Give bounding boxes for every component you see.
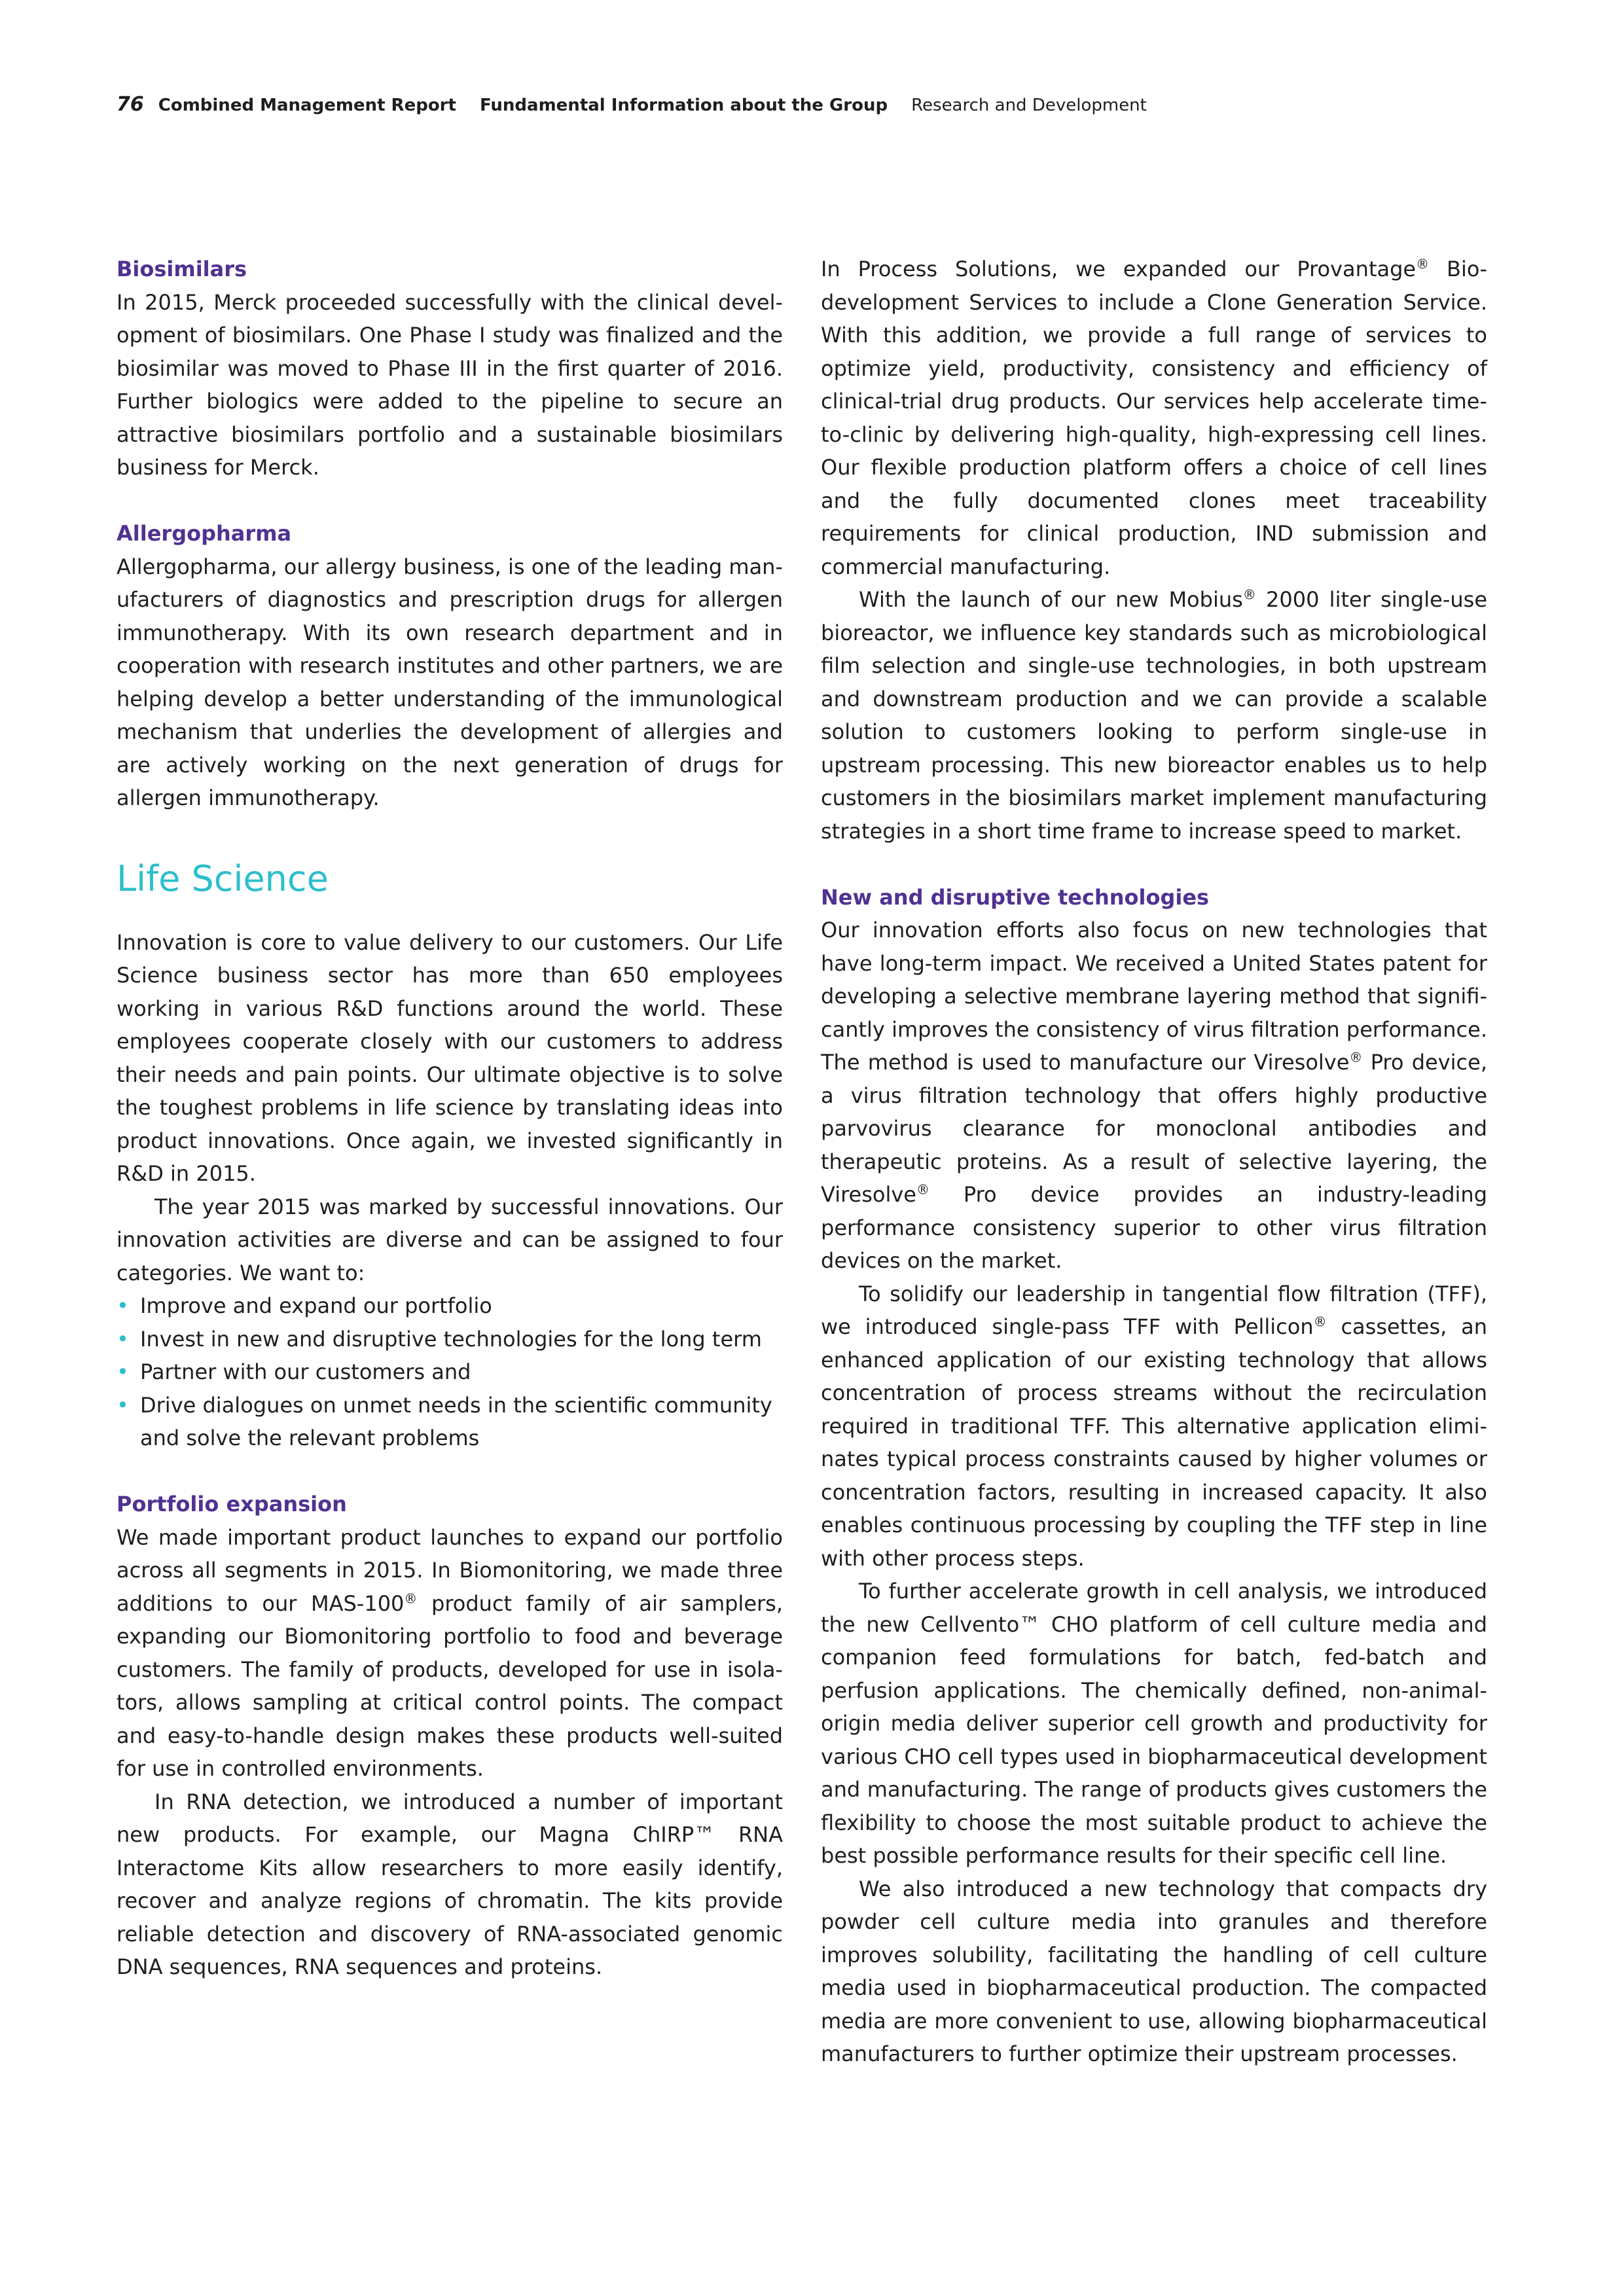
list-item: • Partner with our customers and [117,1355,783,1389]
list-item: • Drive dialogues on unmet needs in the scientific community and solve the relevant problems [117,1389,783,1455]
new-tech-paragraph-1: Our innovation efforts also focus on new technologies that have long-term impact. We received a United States patent for developing a selective membrane layering method that significantly improves the consistency of virus filtration performance. The method is used to manufacture our Viresolve® Pro device, a virus filtration technology that offers highly productive parvovirus clearance for monoclonal antibodies and therapeutic proteins. As a result of selective layering, the Viresolve® Pro device provides an industry-leading performance consistency superior to other virus filtration devices on the market. [821,918,1488,1273]
new-tech-paragraph-2: To solidify our leadership in tangential flow filtration (TFF), we introduced single-pass TFF with Pellicon® cassettes, an enhanced application of our existing technology that allows concentration of process streams without the recirculation required in traditional TFF. This alternative application eliminates typical process constraints caused by higher volumes or concentration factors, resulting in increased capacity. It also enables continuous processing by coupling the TFF step in line with other process steps. [821,1281,1487,1571]
bullet-icon: • [117,1326,129,1352]
header-topic: Research and Development [911,96,1147,115]
bullet-icon: • [117,1359,129,1384]
allergopharma-paragraph: Allergopharma, our allergy business, is one of the leading manufacturers of diagnostics and prescription drugs for allergen immunotherapy. With its own research department and in cooperation with research institutes and other partners, we are helping develop a better understanding of the immunological mechanism that underlies the development of allergies and are actively working on the next generation of drugs for allergen immunotherapy. [117,554,783,810]
process-solutions-paragraph: In Process Solutions, we expanded our Provantage® Biodevelopment Services to include a Clone Generation Service. With this addition, we provide a full range of services to optimize yield, productivity, consistency and efficiency of clinical-trial drug products. Our services help accelerate time-to-clinic by delivering high-quality, high-expressing cell lines. Our flexible production platform offers a choice of cell lines and the fully documented clones meet traceability requirements for clinical production, IND submission and commercial manufacturing. [821,256,1488,579]
portfolio-paragraph-1: We made important product launches to expand our portfolio across all segments in 2015. In Biomonitoring, we made three additions to our MAS-100® product family of air samplers, expanding our Biomonitoring portfolio to food and beverage customers. The family of products, developed for use in isolators, allows sampling at critical control points. The compact and easy-to-handle design makes these products well-suited for use in controlled environments. [117,1524,784,1781]
right-column [821,253,1487,2071]
running-header [117,93,1147,117]
life-science-title: Life Science [117,857,329,899]
biosimilars-paragraph: In 2015, Merck proceeded successfully with the clinical development of biosimilars. One Phase I study was finalized and the biosimilar was moved to Phase III in the first quarter of 2016. Further biologics were added to the pipeline to secure an attractive biosimilars portfolio and a sustainable biosimilars business for Merck. [117,289,783,480]
mobius-paragraph: With the launch of our new Mobius® 2000 liter single-use bioreactor, we influence key standards such as microbiological film selection and single-use technologies, in both upstream and downstream production and we can provide a scalable solution to customers looking to perform single-use in upstream processing. This new bioreactor enables us to help customers in the biosimilars market implement manufacturing strategies in a short time frame to increase speed to market. [821,586,1488,844]
new-tech-paragraph-4: We also introduced a new technology that compacts dry powder cell culture media into granules and therefore improves solubility, facilitating the handling of cell culture media used in biopharmaceutical production. The compacted media are more convenient to use, allowing biopharmaceutical manufacturers to further optimize their upstream processes. [821,1876,1487,2066]
page-number: 76 [117,93,144,116]
left-column [117,253,783,1984]
life-science-paragraph-2: The year 2015 was marked by successful innovations. Our innovation activities are diverse and can be assigned to four categories. We want to: [117,1194,783,1285]
header-subsection: Fundamental Information about the Group [479,96,888,115]
header-section: Combined Management Report [158,96,456,115]
new-disruptive-technologies-heading: New and disruptive technologies [821,884,1210,910]
life-science-paragraph-1: Innovation is core to value delivery to our customers. Our Life Science business sector has more than 650 employees working in various R&D functions around the world. These employees cooperate closely with our customers to address their needs and pain points. Our ultimate objective is to solve the toughest problems in life science by translating ideas into product innovations. Once again, we invested significantly in R&D in 2015. [117,929,783,1186]
new-tech-paragraph-3: To further accelerate growth in cell analysis, we introduced the new Cellvento™ CHO platform of cell culture media and companion feed formulations for batch, fed-batch and perfusion applications. The chemically defined, non-animal-origin media deliver superior cell growth and productivity for various CHO cell types used in biopharmaceutical development and manufacturing. The range of products gives customers the flexibility to choose the most suitable product to achieve the best possible performance results for their specific cell line. [821,1579,1487,1868]
biosimilars-heading: Biosimilars [117,257,247,281]
list-item: • Improve and expand our portfolio [117,1289,783,1323]
allergopharma-heading: Allergopharma [117,521,292,546]
bullet-icon: • [117,1392,129,1418]
portfolio-paragraph-2: In RNA detection, we introduced a number of important new products. For example, our Magna ChIRP™ RNA Interactome Kits allow researchers to more easily identify, recover and analyze regions of chromatin. The kits provide reliable detection and discovery of RNA-associated genomic DNA sequences, RNA sequences and proteins. [117,1789,783,1979]
bullet-icon: • [117,1293,129,1318]
innovation-categories-list [117,1289,783,1455]
list-item: • Invest in new and disruptive technologies for the long term [117,1323,783,1356]
portfolio-expansion-heading: Portfolio expansion [117,1492,347,1516]
